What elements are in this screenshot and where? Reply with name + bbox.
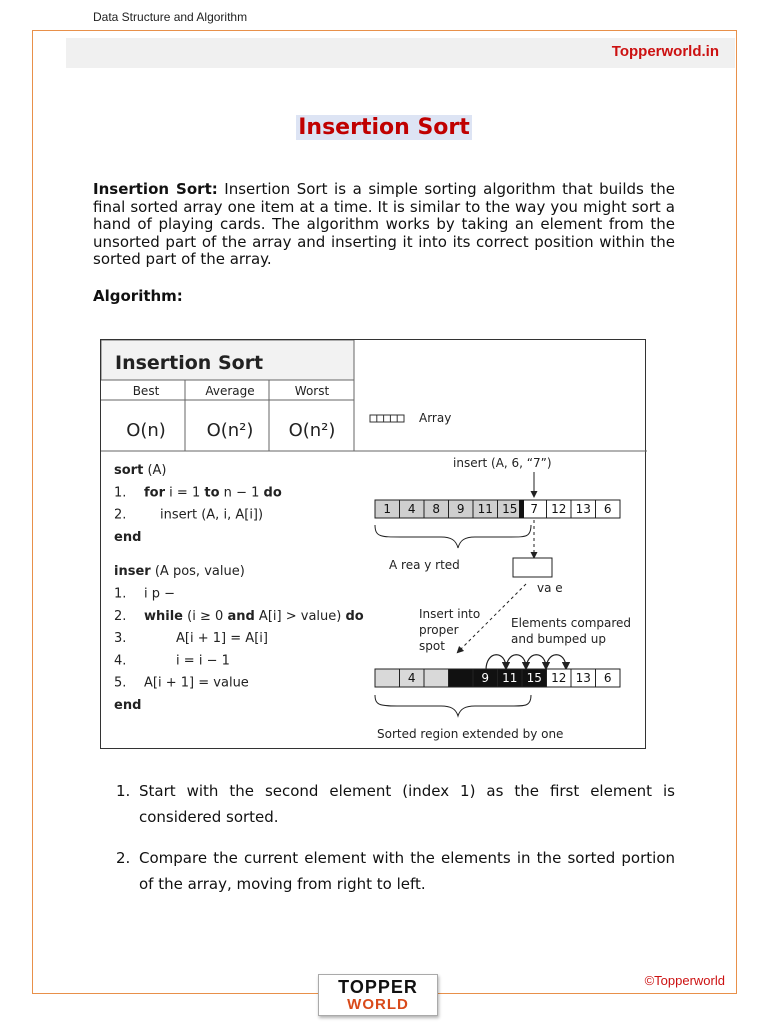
array-cell-value: 15 <box>502 502 518 516</box>
array-cell <box>449 669 474 687</box>
array-cell-value: 6 <box>603 671 612 685</box>
insert-into-label-2: proper <box>419 623 459 637</box>
complexity-header-best: Best <box>132 384 160 398</box>
array-cell-value: 7 <box>530 502 539 516</box>
page-title <box>0 115 768 140</box>
array-cell-value: 9 <box>456 502 465 516</box>
code-line: i = i − 1 <box>176 653 230 669</box>
insert-into-label-1: Insert into <box>419 607 481 621</box>
array-cell-value: 6 <box>603 502 612 516</box>
code-line: sort (A) <box>114 463 167 478</box>
array-cell-value: 13 <box>575 671 591 685</box>
complexity-value-average: O(n²) <box>206 420 254 441</box>
insert-into-label-3: spot <box>419 639 445 653</box>
code-listing <box>114 463 364 713</box>
figure-title: Insertion Sort <box>115 352 264 374</box>
array-cell-value: 15 <box>526 671 542 685</box>
intro-paragraph <box>93 181 675 269</box>
array-cell-value: 8 <box>432 502 441 516</box>
array-cell <box>375 669 400 687</box>
sorted-extended-label: Sorted region extended by one <box>377 727 564 741</box>
array-cell-value: 1 <box>383 502 392 516</box>
array-cell-value: 11 <box>502 671 518 685</box>
sorted-boundary-marker <box>519 500 524 518</box>
step-text: Start with the second element (index 1) as the first element is considered sorted. <box>139 782 675 826</box>
code-line-number: 5. <box>114 675 127 691</box>
code-line: inser (A pos, value) <box>114 564 245 580</box>
step-number: 2. <box>116 849 131 867</box>
code-line-number: 3. <box>114 631 127 647</box>
compared-label-1: Elements compared <box>511 616 632 630</box>
complexity-value-best: O(n) <box>126 420 166 441</box>
code-line: end <box>114 698 142 713</box>
logo-bottom-text: WORLD <box>347 996 409 1013</box>
insertion-sort-figure <box>100 339 646 749</box>
array-bottom <box>375 669 620 687</box>
complexity-value-worst: O(n²) <box>288 420 336 441</box>
step-item <box>110 845 675 897</box>
array-cell-value: 12 <box>551 502 567 516</box>
step-item <box>110 778 675 830</box>
code-line: for i = 1 to n − 1 do <box>144 485 282 501</box>
array-legend-icon <box>370 415 404 422</box>
figure-svg <box>101 340 647 750</box>
intro-lead: Insertion Sort: <box>93 180 218 198</box>
code-line-number: 1. <box>114 586 127 602</box>
array-cell-value: 12 <box>551 671 567 685</box>
value-label: va e <box>537 581 563 595</box>
array-cell-value: 9 <box>481 671 490 685</box>
code-line-number: 2. <box>114 608 127 624</box>
code-line: A[i + 1] = value <box>144 675 249 691</box>
bump-arrows <box>486 655 566 670</box>
array-cell-value: 4 <box>407 502 416 516</box>
array-cell <box>424 669 449 687</box>
code-line-number: 4. <box>114 653 127 669</box>
topper-world-logo <box>318 974 438 1016</box>
document-header-title: Data Structure and Algorithm <box>93 10 248 24</box>
code-line: i p − <box>144 586 176 602</box>
code-line-number: 1. <box>114 485 127 501</box>
step-number: 1. <box>116 782 131 800</box>
complexity-header-average: Average <box>205 384 255 398</box>
algorithm-heading: Algorithm: <box>93 287 183 305</box>
code-line: while (i ≥ 0 and A[i] > value) do <box>144 608 364 624</box>
logo-top-text: TOPPER <box>338 977 418 997</box>
code-line: end <box>114 529 142 545</box>
code-line-number: 2. <box>114 507 127 523</box>
area-sorted-label: A rea y rted <box>389 558 460 572</box>
brand-bar <box>66 38 735 68</box>
array-legend-label: Array <box>419 411 452 425</box>
copyright-text: ©Topperworld <box>644 973 725 988</box>
sorted-area-brace <box>375 525 531 548</box>
compared-label-2: and bumped up <box>511 632 606 646</box>
value-box <box>513 558 552 577</box>
code-line: A[i + 1] = A[i] <box>176 631 268 647</box>
steps-list <box>110 778 675 912</box>
code-line: insert (A, i, A[i]) <box>160 507 264 523</box>
array-cell-value: 4 <box>407 671 416 685</box>
intro-text: Insertion Sort is a simple sorting algorithm that builds the final sorted array one item at a time. It is similar to the way you might sort a hand of playing cards. The algorithm works by taking an element from the unsorted part of the array and inserting it into its correct position within the sorted part of the array. <box>93 180 675 268</box>
array-top <box>375 500 620 518</box>
brand-link[interactable]: Topperworld.in <box>611 43 719 60</box>
step-text: Compare the current element with the elements in the sorted portion of the array, moving from right to left. <box>139 849 675 893</box>
page-title-text: Insertion Sort <box>298 115 470 140</box>
complexity-header-worst: Worst <box>294 384 330 398</box>
array-cell-value: 11 <box>477 502 493 516</box>
insert-call-label: insert (A, 6, “7”) <box>453 456 552 470</box>
array-cell-value: 13 <box>575 502 591 516</box>
extended-region-brace <box>375 695 531 716</box>
